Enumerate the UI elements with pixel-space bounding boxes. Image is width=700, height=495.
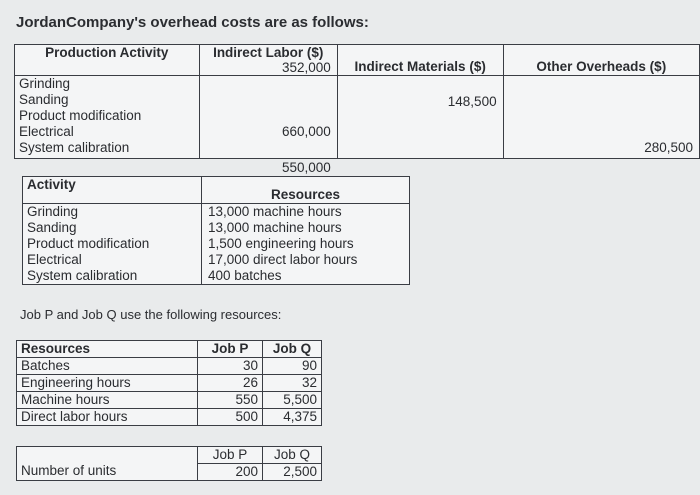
other-overheads-value: 280,500: [644, 140, 693, 155]
job-q-value: 5,500: [263, 392, 322, 409]
activity-item: Electrical: [19, 124, 74, 139]
header-indirect-materials: Indirect Materials ($): [337, 45, 503, 76]
labor-value-modification-electrical: 660,000: [281, 124, 331, 139]
activity-list-cell: [15, 76, 200, 159]
table-header-row: [15, 45, 700, 76]
job-p-units: 200: [198, 464, 263, 481]
header-job-p: Job P: [198, 447, 263, 464]
header-indirect-labor: Indirect Labor ($): [199, 45, 337, 76]
job-p-value: 500: [198, 409, 263, 426]
job-resources-table: [16, 340, 322, 426]
header-resources: Resources: [17, 341, 198, 358]
table-body-row: [23, 204, 410, 285]
job-p-value: 550: [198, 392, 263, 409]
list-item: 17,000 direct labor hours: [208, 252, 358, 267]
job-q-value: 4,375: [263, 409, 322, 426]
units-label: Number of units: [17, 447, 198, 481]
labor-value-calibration: 550,000: [281, 160, 331, 175]
list-item: Sanding: [27, 220, 77, 235]
indirect-materials-cell: [337, 76, 503, 159]
header-resources: Resources: [202, 177, 410, 204]
table-header-row: [23, 177, 410, 204]
activity-list-cell: [23, 204, 202, 285]
resource-label: Direct labor hours: [17, 409, 198, 426]
table-header-row: [17, 447, 322, 464]
list-item: 13,000 machine hours: [208, 204, 342, 219]
other-overheads-cell: [503, 76, 699, 159]
job-p-value: 30: [198, 358, 263, 375]
header-production-activity: Production Activity: [15, 45, 200, 76]
job-q-value: 32: [263, 375, 322, 392]
resource-label: Engineering hours: [17, 375, 198, 392]
header-job-p: Job P: [198, 341, 263, 358]
table-row: [17, 392, 322, 409]
resource-label: Batches: [17, 358, 198, 375]
table-row: [17, 375, 322, 392]
activity-resources-table: [22, 176, 410, 285]
page-heading: JordanCompany's overhead costs are as follows:: [16, 14, 369, 31]
list-item: 13,000 machine hours: [208, 220, 342, 235]
overhead-costs-table: [14, 44, 700, 175]
job-p-value: 26: [198, 375, 263, 392]
resource-list-cell: [202, 204, 410, 285]
table-body-row: [15, 76, 700, 159]
list-item: 400 batches: [208, 268, 282, 283]
activity-item: Sanding: [19, 92, 69, 107]
list-item: Electrical: [27, 252, 82, 267]
table-row: [17, 358, 322, 375]
header-activity: Activity: [23, 177, 202, 204]
list-item: Grinding: [27, 204, 79, 219]
header-other-overheads: Other Overheads ($): [503, 45, 699, 76]
table-header-row: [17, 341, 322, 358]
header-job-q: Job Q: [263, 341, 322, 358]
list-item: System calibration: [27, 268, 138, 283]
activity-item: System calibration: [19, 140, 130, 155]
list-item: 1,500 engineering hours: [208, 236, 354, 251]
number-of-units-table: [16, 446, 322, 481]
table-row: [17, 409, 322, 426]
job-q-value: 90: [263, 358, 322, 375]
jobs-subheading: Job P and Job Q use the following resources:: [20, 307, 282, 322]
resource-label: Machine hours: [17, 392, 198, 409]
job-q-units: 2,500: [263, 464, 322, 481]
list-item: Product modification: [27, 236, 150, 251]
indirect-labor-cell: [199, 60, 337, 175]
materials-value: 148,500: [447, 94, 497, 109]
activity-item: Grinding: [19, 76, 71, 91]
activity-item: Product modification: [19, 108, 142, 123]
header-job-q: Job Q: [263, 447, 322, 464]
labor-value-grinding-sanding: 352,000: [281, 60, 331, 75]
